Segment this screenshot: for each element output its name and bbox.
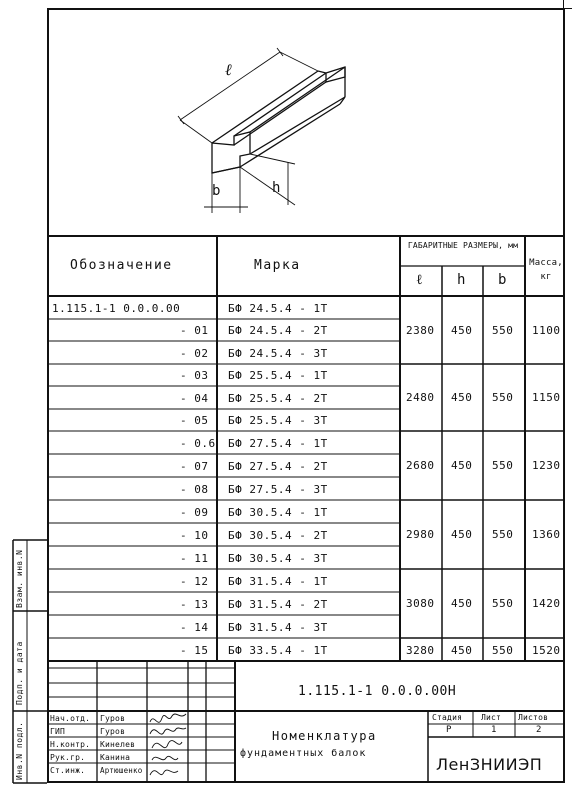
staff-name: Канина (100, 753, 131, 762)
row-mark: БФ 31.5.4 - 1Т (228, 575, 328, 588)
row-mark: БФ 33.5.4 - 1Т (228, 644, 328, 657)
group-dim-b: 550 (492, 597, 514, 610)
staff-role: Н.контр. (50, 740, 91, 749)
group-dim-h: 450 (451, 528, 473, 541)
group-mass: 1230 (532, 459, 561, 472)
group-dim-h: 450 (451, 391, 473, 404)
row-mark: БФ 30.5.4 - 2Т (228, 529, 328, 542)
group-dim-l: 2480 (406, 391, 435, 404)
group-dim-l: 2980 (406, 528, 435, 541)
dim-length-label: ℓ (225, 60, 232, 79)
row-mark: БФ 31.5.4 - 2Т (228, 598, 328, 611)
group-dim-l: 3280 (406, 644, 435, 657)
row-designation: - 11 (180, 552, 209, 565)
header-dim-b: b (498, 272, 507, 288)
row-designation: - 07 (180, 460, 209, 473)
group-mass: 1520 (532, 644, 561, 657)
header-dim-h: h (457, 272, 466, 288)
row-mark: БФ 25.5.4 - 2Т (228, 392, 328, 405)
group-dim-h: 450 (451, 324, 473, 337)
row-mark: БФ 24.5.4 - 2Т (228, 324, 328, 337)
group-dim-b: 550 (492, 644, 514, 657)
group-mass: 1360 (532, 528, 561, 541)
header-dimensions-group: ГАБАРИТНЫЕ РАЗМЕРЫ, мм (407, 241, 519, 250)
staff-role: Нач.отд. (50, 714, 91, 723)
group-dim-b: 550 (492, 324, 514, 337)
group-dim-l: 2680 (406, 459, 435, 472)
doc-title-line1: Номенклатура (272, 729, 377, 743)
row-designation: - 0.6 (180, 437, 216, 450)
staff-name: Кинелев (100, 740, 136, 749)
sheet-label: Лист (481, 713, 502, 722)
staff-name: Гуров (100, 714, 126, 723)
row-designation: 1.115.1-1 0.0.0.00 (52, 302, 181, 315)
stamp-inv-dup: Взам. инв.N (15, 549, 24, 608)
dim-height-label: h (272, 180, 281, 196)
doc-title-line2: фундаментных балок (240, 748, 367, 759)
group-dim-h: 450 (451, 644, 473, 657)
row-designation: - 02 (180, 347, 209, 360)
row-designation: - 12 (180, 575, 209, 588)
row-designation: - 10 (180, 529, 209, 542)
staff-name: Гуров (100, 727, 126, 736)
row-designation: - 04 (180, 392, 209, 405)
row-mark: БФ 24.5.4 - 3Т (228, 347, 328, 360)
group-dim-b: 550 (492, 391, 514, 404)
row-designation: - 08 (180, 483, 209, 496)
row-designation: - 03 (180, 369, 209, 382)
group-mass: 1100 (532, 324, 561, 337)
row-mark: БФ 25.5.4 - 1Т (228, 369, 328, 382)
organization-name: ЛенЗНИИЭП (436, 755, 543, 774)
group-dim-l: 3080 (406, 597, 435, 610)
sheets-value: 2 (536, 725, 542, 735)
group-dim-l: 2380 (406, 324, 435, 337)
sheet-value: 1 (491, 725, 497, 735)
row-mark: БФ 27.5.4 - 1Т (228, 437, 328, 450)
staff-role: Рук.гр. (50, 753, 86, 762)
row-designation: - 13 (180, 598, 209, 611)
group-dim-h: 450 (451, 459, 473, 472)
sheets-label: Листов (518, 713, 549, 722)
row-designation: - 15 (180, 644, 209, 657)
group-mass: 1150 (532, 391, 561, 404)
row-mark: БФ 24.5.4 - 1Т (228, 302, 328, 315)
staff-name: Артюшенко (100, 766, 143, 775)
signatures (150, 714, 186, 775)
row-mark: БФ 27.5.4 - 2Т (228, 460, 328, 473)
row-mark: БФ 25.5.4 - 3Т (228, 414, 328, 427)
header-dim-l: ℓ (416, 272, 424, 288)
group-dim-b: 550 (492, 459, 514, 472)
row-mark: БФ 30.5.4 - 1Т (228, 506, 328, 519)
stage-label: Стадия (432, 713, 463, 722)
group-dim-h: 450 (451, 597, 473, 610)
row-mark: БФ 27.5.4 - 3Т (228, 483, 328, 496)
row-mark: БФ 31.5.4 - 3Т (228, 621, 328, 634)
row-designation: - 01 (180, 324, 209, 337)
row-mark: БФ 30.5.4 - 3Т (228, 552, 328, 565)
group-dim-b: 550 (492, 528, 514, 541)
group-mass: 1420 (532, 597, 561, 610)
header-mass: Масса, кг (529, 258, 563, 282)
row-designation: - 14 (180, 621, 209, 634)
stamp-sign-date: Подп. и дата (15, 641, 24, 705)
row-designation: - 05 (180, 414, 209, 427)
stamp-inv-orig: Инв.N подл. (15, 721, 24, 780)
staff-role: ГИП (50, 727, 66, 736)
stage-value: Р (446, 725, 452, 735)
row-designation: - 09 (180, 506, 209, 519)
staff-role: Ст.инж. (50, 766, 86, 775)
doc-code: 1.115.1-1 0.0.0.00Н (298, 684, 457, 699)
header-mark: Марка (254, 258, 301, 273)
dim-width-label: b (212, 183, 221, 199)
header-designation: Обозначение (70, 258, 173, 273)
